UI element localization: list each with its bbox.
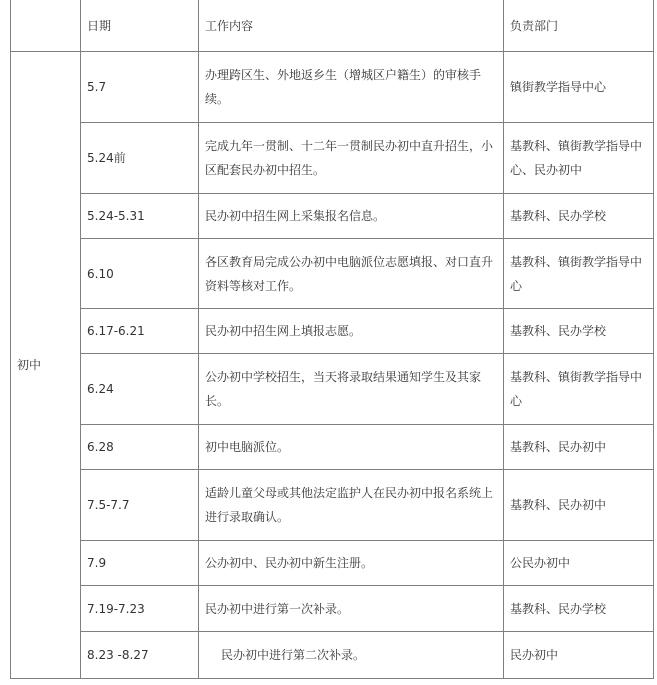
table-row bbox=[11, 541, 654, 586]
row-date: 6.24 bbox=[81, 354, 199, 425]
row-dept: 公民办初中 bbox=[504, 541, 654, 586]
table-row bbox=[11, 309, 654, 354]
header-dept: 负责部门 bbox=[504, 0, 654, 52]
row-dept: 基教科、民办学校 bbox=[504, 586, 654, 632]
row-date: 6.10 bbox=[81, 239, 199, 309]
header-date: 日期 bbox=[81, 0, 199, 52]
row-dept: 基教科、镇街教学指导中心、民办初中 bbox=[504, 123, 654, 194]
table-row bbox=[11, 239, 654, 309]
row-date: 7.19-7.23 bbox=[81, 586, 199, 632]
row-content: 办理跨区生、外地返乡生（增城区户籍生）的审核手续。 bbox=[199, 52, 504, 123]
row-dept: 基教科、镇街教学指导中心 bbox=[504, 239, 654, 309]
row-date: 5.24前 bbox=[81, 123, 199, 194]
row-date: 5.24-5.31 bbox=[81, 194, 199, 239]
row-content: 民办初中招生网上填报志愿。 bbox=[199, 309, 504, 354]
row-content: 公办初中、民办初中新生注册。 bbox=[199, 541, 504, 586]
row-dept: 镇街教学指导中心 bbox=[504, 52, 654, 123]
header-content: 工作内容 bbox=[199, 0, 504, 52]
row-content: 民办初中进行第一次补录。 bbox=[199, 586, 504, 632]
table-row bbox=[11, 52, 654, 123]
row-content: 初中电脑派位。 bbox=[199, 425, 504, 470]
row-dept: 基教科、镇街教学指导中心 bbox=[504, 354, 654, 425]
enrollment-schedule-table bbox=[10, 0, 654, 679]
row-content: 民办初中招生网上采集报名信息。 bbox=[199, 194, 504, 239]
header-stage-cell bbox=[11, 0, 81, 52]
table-row bbox=[11, 123, 654, 194]
row-dept: 基教科、民办学校 bbox=[504, 194, 654, 239]
row-content: 适龄儿童父母或其他法定监护人在民办初中报名系统上进行录取确认。 bbox=[199, 470, 504, 541]
row-date: 7.9 bbox=[81, 541, 199, 586]
row-dept: 基教科、民办初中 bbox=[504, 470, 654, 541]
row-content: 公办初中学校招生，当天将录取结果通知学生及其家长。 bbox=[199, 354, 504, 425]
row-dept: 民办初中 bbox=[504, 632, 654, 679]
row-dept: 基教科、民办学校 bbox=[504, 309, 654, 354]
stage-cell: 初中 bbox=[11, 52, 81, 679]
row-date: 6.17-6.21 bbox=[81, 309, 199, 354]
row-date: 6.28 bbox=[81, 425, 199, 470]
table-row bbox=[11, 632, 654, 679]
table-row bbox=[11, 425, 654, 470]
row-content: 民办初中进行第二次补录。 bbox=[199, 632, 504, 679]
row-date: 5.7 bbox=[81, 52, 199, 123]
row-dept: 基教科、民办初中 bbox=[504, 425, 654, 470]
table-header-row bbox=[11, 0, 654, 52]
table-row bbox=[11, 194, 654, 239]
row-content: 完成九年一贯制、十二年一贯制民办初中直升招生，小区配套民办初中招生。 bbox=[199, 123, 504, 194]
table-row bbox=[11, 354, 654, 425]
row-date: 7.5-7.7 bbox=[81, 470, 199, 541]
row-content: 各区教育局完成公办初中电脑派位志愿填报、对口直升资料等核对工作。 bbox=[199, 239, 504, 309]
row-date: 8.23 -8.27 bbox=[81, 632, 199, 679]
table-row bbox=[11, 470, 654, 541]
table-row bbox=[11, 586, 654, 632]
